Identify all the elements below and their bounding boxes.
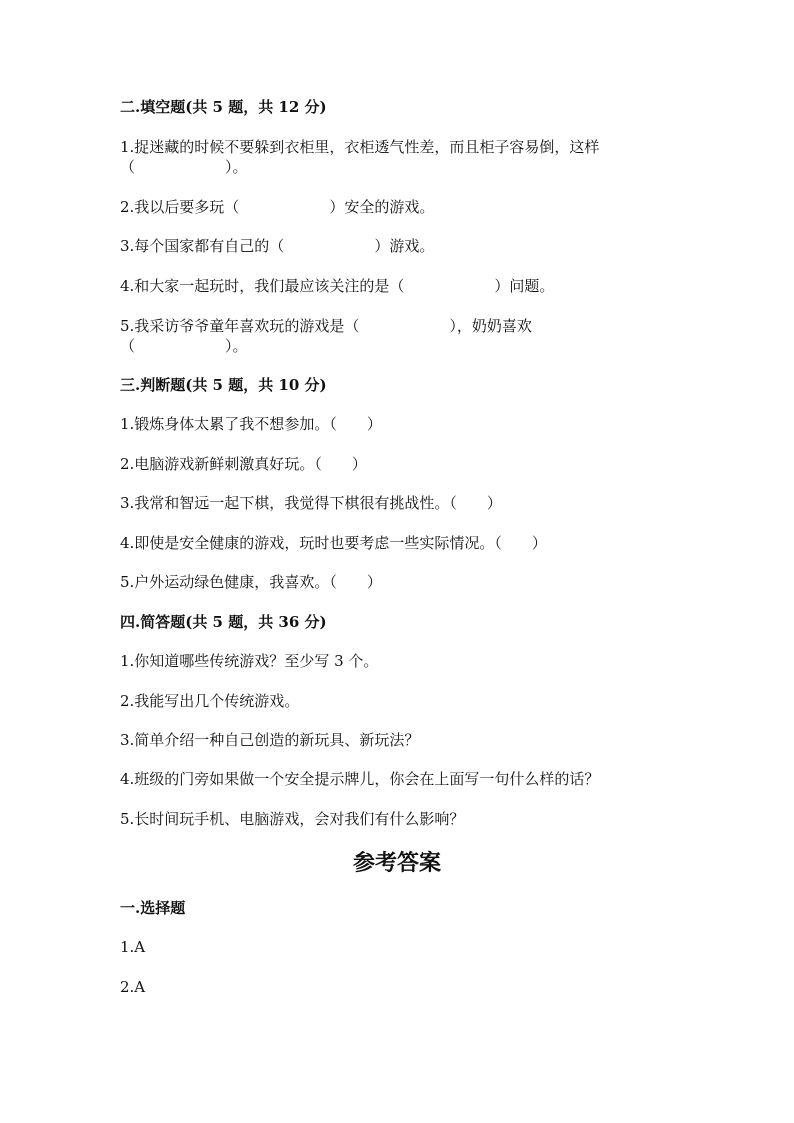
short-question-2: 2.我能写出几个传统游戏。 [120,692,300,710]
fill-section-heading: 二.填空题(共 5 题，共 12 分) [120,98,327,116]
fill-question-3: 3.每个国家都有自己的（ ）游戏。 [120,237,435,255]
short-question-5: 5.长时间玩手机、电脑游戏，会对我们有什么影响？ [120,810,465,828]
fill-question-2: 2.我以后要多玩（ ）安全的游戏。 [120,198,435,216]
answers-title: 参考答案 [352,850,441,876]
short-question-1: 1.你知道哪些传统游戏？至少写 3 个。 [120,652,379,670]
answers-section-heading: 一.选择题 [120,899,186,917]
fill-question-1: 1.捉迷藏的时候不要躲到衣柜里，衣柜透气性差，而且柜子容易倒，这样 [120,138,600,156]
short-question-3: 3.简单介绍一种自己创造的新玩具、新玩法？ [120,731,420,749]
answer-2: 2.A [120,978,146,996]
judge-question-3: 3.我常和智远一起下棋，我觉得下棋很有挑战性。（ ） [120,494,502,512]
judge-question-1: 1.锻炼身体太累了我不想参加。（ ） [120,415,382,433]
fill-question-5-blank: （ ）。 [120,337,248,355]
judge-question-5: 5.户外运动绿色健康，我喜欢。（ ） [120,573,382,591]
judge-question-4: 4.即使是安全健康的游戏，玩时也要考虑一些实际情况。（ ） [120,534,547,552]
fill-question-5: 5.我采访爷爷童年喜欢玩的游戏是（ ），奶奶喜欢 [120,317,532,335]
short-question-4: 4.班级的门旁如果做一个安全提示牌儿，你会在上面写一句什么样的话？ [120,770,600,788]
answer-1: 1.A [120,938,146,956]
judge-question-2: 2.电脑游戏新鲜刺激真好玩。（ ） [120,455,367,473]
judge-section-heading: 三.判断题(共 5 题，共 10 分) [120,376,327,394]
fill-question-1-blank: （ ）。 [120,158,248,176]
fill-question-4: 4.和大家一起玩时，我们最应该关注的是（ ）问题。 [120,277,555,295]
short-section-heading: 四.简答题(共 5 题，共 36 分) [120,613,327,631]
